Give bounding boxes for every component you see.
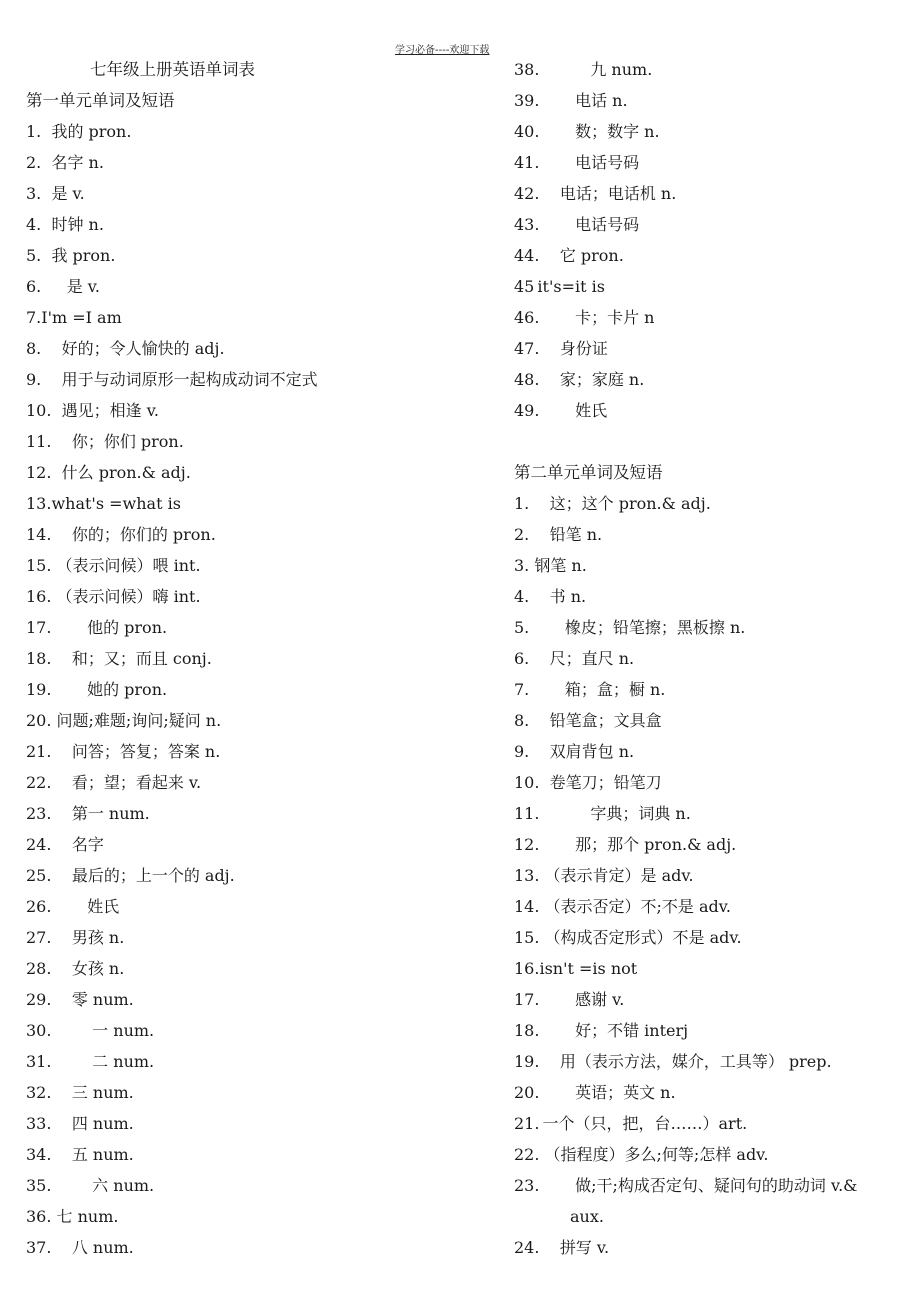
item-text: 一 num.: [92, 1021, 155, 1040]
word-entry: [26, 395, 446, 426]
item-number: 24.: [26, 835, 52, 854]
item-text: 问答；答复；答案 n.: [71, 742, 221, 761]
word-entry: [26, 860, 446, 891]
word-entry: [26, 581, 446, 612]
item-text: 女孩 n.: [71, 959, 125, 978]
item-text: 四 num.: [71, 1114, 134, 1133]
word-entry: [514, 147, 920, 178]
word-entry: [26, 116, 446, 147]
word-entry: [514, 736, 920, 767]
word-entry: [514, 333, 920, 364]
item-number: 27.: [26, 928, 52, 947]
item-number: 26.: [26, 897, 52, 916]
item-text: 电话号码: [575, 153, 640, 172]
word-entry: [26, 271, 446, 302]
item-text: 铅笔 n.: [549, 525, 603, 544]
word-entry: [514, 612, 920, 643]
item-text: 名字 n.: [51, 153, 104, 172]
item-text: 二 num.: [92, 1052, 155, 1071]
word-entry: [26, 209, 446, 240]
word-entry: [514, 891, 920, 922]
item-number: 5.: [26, 246, 42, 265]
word-entry: [514, 395, 920, 426]
item-number: 22.: [514, 1145, 540, 1164]
item-text: 名字: [71, 835, 104, 854]
header-watermark: 学习必备----欢迎下载: [395, 45, 490, 56]
item-text: 八 num.: [71, 1238, 134, 1257]
item-text: 男孩 n.: [71, 928, 125, 947]
item-number: 4.: [26, 215, 42, 234]
item-number: 1.: [514, 494, 530, 513]
word-entry: [26, 767, 446, 798]
item-number: 20.: [514, 1083, 540, 1102]
word-entry: [26, 1015, 446, 1046]
section-spacer: [514, 426, 920, 457]
item-number: 39.: [514, 91, 540, 110]
item-number: 21.: [26, 742, 52, 761]
word-entry: [26, 984, 446, 1015]
word-entry: [26, 643, 446, 674]
item-text: 书 n.: [549, 587, 587, 606]
item-text: 箱；盒；橱 n.: [564, 680, 666, 699]
word-entry: [26, 798, 446, 829]
word-entry: [514, 1015, 920, 1046]
item-number: 31.: [26, 1052, 52, 1071]
word-entry: [26, 1108, 446, 1139]
word-entry: [514, 209, 920, 240]
item-number: 7.: [514, 680, 530, 699]
item-number: 32.: [26, 1083, 52, 1102]
item-number: 2.: [26, 153, 42, 172]
item-number: 34.: [26, 1145, 52, 1164]
word-entry: [26, 364, 446, 395]
item-text: 一个（只，把，台……）art.: [542, 1114, 748, 1133]
item-text: 是 v.: [66, 277, 101, 296]
word-entry: [514, 240, 920, 271]
word-entry: [514, 643, 920, 674]
item-number: 5.: [514, 618, 530, 637]
item-number: 6.: [26, 277, 42, 296]
item-number: 40.: [514, 122, 540, 141]
item-text: 最后的；上一个的 adj.: [71, 866, 235, 885]
item-number: 23.: [514, 1176, 540, 1195]
word-entry: [26, 1046, 446, 1077]
item-number: 18.: [26, 649, 52, 668]
item-text: （表示肯定）是 adv.: [544, 866, 694, 885]
item-text: 电话 n.: [575, 91, 628, 110]
item-number: 6.: [514, 649, 530, 668]
item-number: 17.: [514, 990, 540, 1009]
word-entry: [26, 519, 446, 550]
item-text: 感谢 v.: [575, 990, 625, 1009]
item-number: 16.: [514, 959, 540, 978]
item-text: （指程度）多么;何等;怎样 adv.: [544, 1145, 769, 1164]
item-number: 49.: [514, 401, 540, 420]
item-text: 三 num.: [71, 1083, 134, 1102]
item-text: 铅笔盒；文具盒: [549, 711, 662, 730]
word-entry: [514, 1108, 920, 1139]
word-entry: [514, 178, 920, 209]
page-title: 七年级上册英语单词表: [90, 60, 255, 79]
item-number: 24.: [514, 1238, 540, 1257]
item-text: 数；数字 n.: [575, 122, 660, 141]
item-number: 48.: [514, 370, 540, 389]
word-entry: [26, 612, 446, 643]
item-number: 10.: [514, 773, 540, 792]
item-number: 10.: [26, 401, 52, 420]
item-number: 17.: [26, 618, 52, 637]
word-entry: [514, 674, 920, 705]
word-entry: [26, 302, 446, 333]
item-text: 好；不错 interj: [575, 1021, 689, 1040]
item-text: 尺；直尺 n.: [549, 649, 635, 668]
item-text: what's =what is: [51, 494, 181, 513]
word-entry: [26, 705, 446, 736]
word-entry: [514, 767, 920, 798]
word-entry: [26, 178, 446, 209]
item-number: 9.: [514, 742, 530, 761]
item-text: 电话；电话机 n.: [559, 184, 677, 203]
item-text: 九 num.: [590, 60, 653, 79]
item-number: 22.: [26, 773, 52, 792]
item-text: 我的 pron.: [51, 122, 132, 141]
item-text: 这；这个 pron.& adj.: [549, 494, 711, 513]
item-number: 45: [514, 277, 535, 296]
item-text: 钢笔 n.: [534, 556, 587, 575]
word-entry: [514, 1139, 920, 1170]
item-text: 卡；卡片 n: [575, 308, 655, 327]
item-number: 2.: [514, 525, 530, 544]
item-text-continuation: aux.: [570, 1207, 604, 1226]
item-number: 36.: [26, 1207, 52, 1226]
item-text: 电话号码: [575, 215, 640, 234]
word-entry: [26, 147, 446, 178]
item-text: it's=it is: [537, 277, 605, 296]
item-number: 15.: [514, 928, 540, 947]
item-number: 25.: [26, 866, 52, 885]
item-text: 她的 pron.: [87, 680, 168, 699]
item-number: 14.: [26, 525, 52, 544]
word-entry: [26, 891, 446, 922]
word-entry: [26, 953, 446, 984]
item-number: 29.: [26, 990, 52, 1009]
unit2-word-list: [514, 488, 920, 1263]
item-text: 用于与动词原形一起构成动词不定式: [61, 370, 318, 389]
item-number: 23.: [26, 804, 52, 823]
word-entry: [514, 85, 920, 116]
item-text: I'm =I am: [41, 308, 122, 327]
item-number: 20.: [26, 711, 52, 730]
item-text: 姓氏: [87, 897, 120, 916]
item-text: 看；望；看起来 v.: [71, 773, 202, 792]
item-text: 六 num.: [92, 1176, 155, 1195]
word-entry: [26, 1139, 446, 1170]
word-entry: [514, 364, 920, 395]
word-entry: [26, 1077, 446, 1108]
item-number: 11.: [514, 804, 540, 823]
item-text: 拼写 v.: [559, 1238, 610, 1257]
item-number: 37.: [26, 1238, 52, 1257]
word-entry: [514, 984, 920, 1015]
unit1-section-heading: 第一单元单词及短语: [26, 91, 175, 110]
item-text: 是 v.: [51, 184, 85, 203]
word-entry: [26, 333, 446, 364]
item-number: 3.: [514, 556, 530, 575]
item-text: 你的；你们的 pron.: [71, 525, 216, 544]
item-text: 那；那个 pron.& adj.: [575, 835, 737, 854]
item-text: （表示问候）嗨 int.: [56, 587, 201, 606]
item-text: 和；又；而且 conj.: [71, 649, 212, 668]
word-entry: [514, 488, 920, 519]
item-text: 好的；令人愉快的 adj.: [61, 339, 225, 358]
item-number: 19.: [26, 680, 52, 699]
word-entry: [514, 116, 920, 147]
item-number: 11.: [26, 432, 52, 451]
word-entry: [26, 457, 446, 488]
item-text: isn't =is not: [539, 959, 638, 978]
unit1-word-list: [26, 116, 446, 1263]
word-entry: [514, 922, 920, 953]
word-entry: [514, 1170, 920, 1232]
word-entry: [514, 271, 920, 302]
word-entry: [26, 829, 446, 860]
word-entry: [514, 1232, 920, 1263]
item-number: 41.: [514, 153, 540, 172]
item-number: 3.: [26, 184, 42, 203]
item-text: 它 pron.: [559, 246, 624, 265]
item-text: 用（表示方法，媒介，工具等） prep.: [559, 1052, 832, 1071]
word-entry: [26, 1201, 446, 1232]
item-text: 字典；词典 n.: [590, 804, 691, 823]
word-entry: [26, 240, 446, 271]
word-entry: [514, 705, 920, 736]
word-entry: [26, 550, 446, 581]
item-number: 12.: [514, 835, 540, 854]
item-text: 他的 pron.: [87, 618, 168, 637]
left-column: [26, 54, 446, 1263]
item-text: 时钟 n.: [51, 215, 104, 234]
item-number: 13.: [514, 866, 540, 885]
item-number: 9.: [26, 370, 42, 389]
item-text: 卷笔刀；铅笔刀: [549, 773, 662, 792]
word-entry: [514, 519, 920, 550]
word-entry: [514, 550, 920, 581]
item-text: 七 num.: [56, 1207, 119, 1226]
word-entry: [514, 953, 920, 984]
word-entry: [514, 798, 920, 829]
word-entry: [514, 54, 920, 85]
item-number: 4.: [514, 587, 530, 606]
word-entry: [514, 829, 920, 860]
item-number: 19.: [514, 1052, 540, 1071]
item-number: 18.: [514, 1021, 540, 1040]
word-entry: [514, 302, 920, 333]
item-number: 28.: [26, 959, 52, 978]
item-number: 8.: [514, 711, 530, 730]
item-text: （构成否定形式）不是 adv.: [544, 928, 742, 947]
item-number: 42.: [514, 184, 540, 203]
right-column: [514, 54, 920, 1263]
word-entry: [26, 674, 446, 705]
item-text: 橡皮；铅笔擦；黑板擦 n.: [564, 618, 746, 637]
item-text: 双肩背包 n.: [549, 742, 635, 761]
item-text: 问题;难题;询问;疑问 n.: [56, 711, 222, 730]
word-entry: [514, 860, 920, 891]
item-number: 44.: [514, 246, 540, 265]
item-number: 12.: [26, 463, 52, 482]
word-entry: [26, 488, 446, 519]
item-text: （表示否定）不;不是 adv.: [544, 897, 732, 916]
item-text: 遇见；相逢 v.: [61, 401, 159, 420]
item-text: 零 num.: [71, 990, 134, 1009]
item-number: 38.: [514, 60, 540, 79]
item-text: 五 num.: [71, 1145, 134, 1164]
item-text: 什么 pron.& adj.: [61, 463, 191, 482]
item-number: 8.: [26, 339, 42, 358]
unit2-section-heading: 第二单元单词及短语: [514, 463, 663, 482]
item-number: 7.: [26, 308, 42, 327]
word-entry: [26, 736, 446, 767]
item-number: 47.: [514, 339, 540, 358]
item-number: 30.: [26, 1021, 52, 1040]
item-number: 46.: [514, 308, 540, 327]
item-text: 你；你们 pron.: [71, 432, 184, 451]
item-number: 14.: [514, 897, 540, 916]
word-entry: [514, 581, 920, 612]
item-number: 1.: [26, 122, 42, 141]
item-number: 35.: [26, 1176, 52, 1195]
word-entry: [26, 1232, 446, 1263]
item-text: （表示问候）喂 int.: [56, 556, 201, 575]
word-entry: [26, 922, 446, 953]
item-text: 英语；英文 n.: [575, 1083, 676, 1102]
item-text: 身份证: [559, 339, 608, 358]
item-text: 姓氏: [575, 401, 608, 420]
item-number: 16.: [26, 587, 52, 606]
word-entry: [26, 426, 446, 457]
item-number: 43.: [514, 215, 540, 234]
item-number: 33.: [26, 1114, 52, 1133]
item-number: 21.: [514, 1114, 540, 1133]
item-number: 13.: [26, 494, 52, 513]
word-entry: [26, 1170, 446, 1201]
unit1-word-list-continued: [514, 54, 920, 426]
item-text: 做;干;构成否定句、疑问句的助动词 v.&: [575, 1176, 858, 1195]
word-entry: [514, 1046, 920, 1077]
item-text: 家；家庭 n.: [559, 370, 645, 389]
item-text: 第一 num.: [71, 804, 150, 823]
item-text: 我 pron.: [51, 246, 116, 265]
item-number: 15.: [26, 556, 52, 575]
word-entry: [514, 1077, 920, 1108]
